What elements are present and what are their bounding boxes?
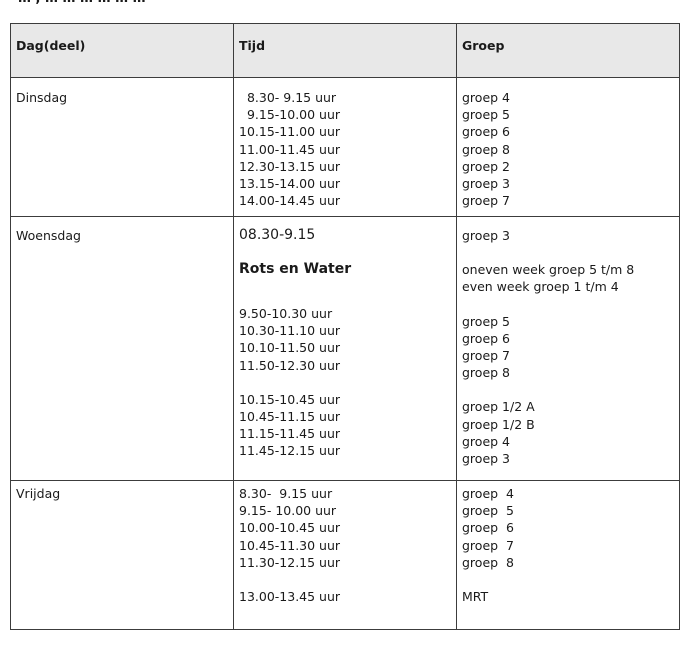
time-entry: 10.45-11.15 uur (239, 408, 341, 424)
cell-times (234, 78, 457, 217)
time-entry: 9.50-10.30 uur (239, 306, 333, 321)
group-entry: groep 4 (462, 433, 510, 449)
time-entry: 13.15-14.00 uur (239, 175, 341, 191)
day-label: Dinsdag (16, 90, 68, 105)
schedule-table (10, 23, 680, 630)
cell-groups (457, 78, 680, 217)
group-entry: groep 4 (462, 486, 514, 501)
header-dag: Dag(deel) (11, 24, 234, 78)
group-entry: groep 5 (462, 107, 510, 123)
time-entry: 10.15-10.45 uur (239, 391, 341, 407)
time-entry: 08.30-9.15 (239, 227, 316, 243)
time-entry: 10.30-11.10 uur (239, 323, 341, 339)
group-entry: MRT (462, 588, 489, 604)
row-woensdag (11, 217, 680, 481)
time-entry: 10.15-11.00 uur (239, 124, 341, 140)
row-dinsdag (11, 78, 680, 217)
cell-groups (457, 217, 680, 481)
cell-groups (457, 481, 680, 630)
time-entry: 10.00-10.45 uur (239, 520, 341, 536)
group-entry: groep 8 (462, 365, 510, 381)
cell-times (234, 217, 457, 481)
time-entry: 11.45-12.15 uur (239, 443, 341, 459)
time-entry: 14.00-14.45 uur (239, 193, 341, 209)
header-groep: Groep (457, 24, 680, 78)
group-entry: groep 8 (462, 141, 510, 157)
group-entry: groep 1/2 A (462, 399, 535, 415)
activity-label: Rots en Water (239, 261, 352, 277)
group-entry: groep 7 (462, 347, 510, 363)
time-entry: 8.30- 9.15 uur (239, 486, 333, 501)
group-entry: groep 5 (462, 503, 514, 519)
time-entry: 8.30- 9.15 uur (239, 90, 337, 105)
day-label: Vrijdag (16, 486, 61, 501)
time-entry: 10.10-11.50 uur (239, 340, 341, 356)
group-entry: groep 6 (462, 520, 514, 536)
group-entry: groep 5 (462, 313, 510, 329)
group-entry: groep 4 (462, 90, 510, 105)
group-entry: oneven week groep 5 t/m 8 (462, 262, 635, 278)
day-label: Woensdag (16, 228, 81, 243)
group-entry: groep 1/2 B (462, 416, 535, 432)
time-entry: 9.15-10.00 uur (239, 107, 341, 123)
time-entry: 13.00-13.45 uur (239, 588, 341, 604)
row-vrijdag (11, 481, 680, 630)
time-entry: 9.15- 10.00 uur (239, 503, 337, 519)
header-tijd: Tijd (234, 24, 457, 78)
time-entry: 11.30-12.15 uur (239, 554, 341, 570)
group-entry: groep 6 (462, 330, 510, 346)
group-entry: groep 2 (462, 158, 510, 174)
group-entry: groep 7 (462, 537, 514, 553)
time-entry: 10.45-11.30 uur (239, 537, 341, 553)
group-entry: groep 3 (462, 228, 510, 243)
group-entry: groep 6 (462, 124, 510, 140)
group-entry: groep 7 (462, 193, 510, 209)
group-entry: groep 8 (462, 554, 514, 570)
group-entry: groep 3 (462, 450, 510, 466)
cell-times (234, 481, 457, 630)
cell-day (11, 481, 234, 630)
cut-off-heading (18, 0, 146, 6)
time-entry: 11.15-11.45 uur (239, 426, 341, 442)
time-entry: 11.50-12.30 uur (239, 357, 341, 373)
group-entry: groep 3 (462, 175, 510, 191)
header-row (11, 24, 680, 78)
cell-day (11, 217, 234, 481)
group-entry: even week groep 1 t/m 4 (462, 279, 619, 295)
time-entry: 12.30-13.15 uur (239, 158, 341, 174)
time-entry: 11.00-11.45 uur (239, 141, 341, 157)
cell-day (11, 78, 234, 217)
